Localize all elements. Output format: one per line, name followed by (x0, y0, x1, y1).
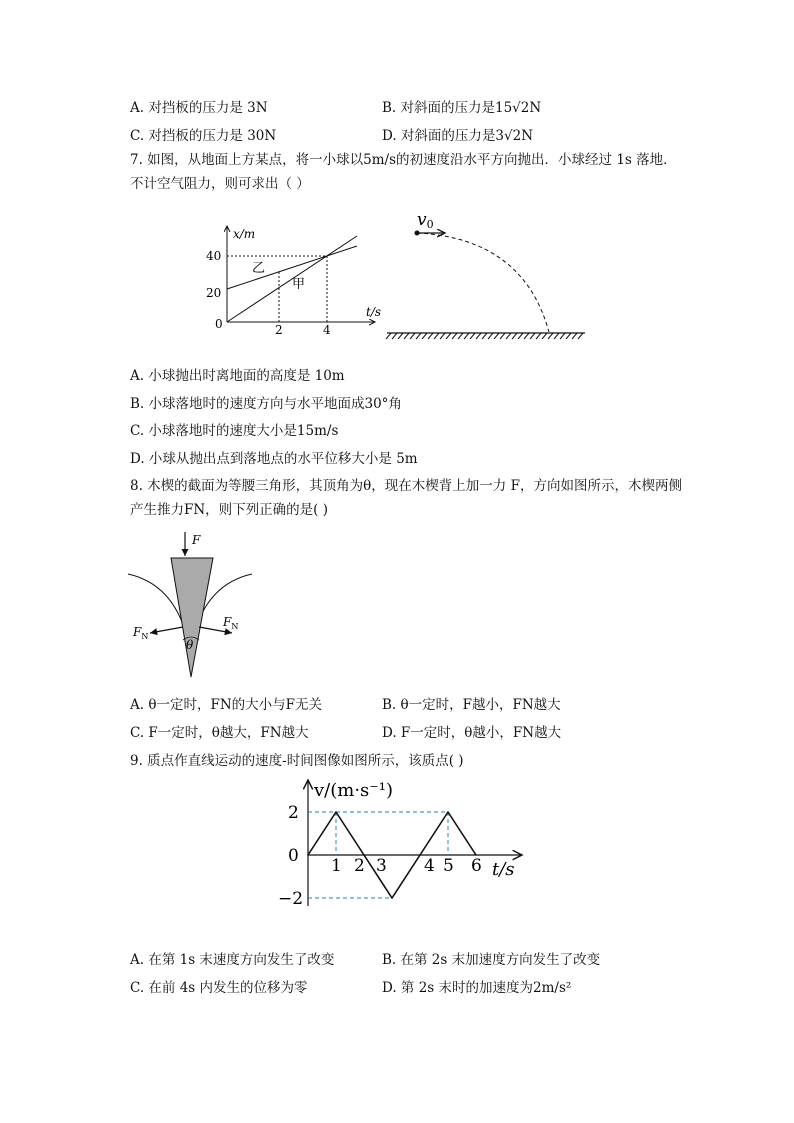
hatch-mark (392, 333, 397, 339)
hatch-mark (494, 333, 499, 339)
label-yi: 乙 (252, 261, 266, 276)
fn-left-arrow (150, 627, 183, 633)
xtick-2: 2 (275, 323, 283, 337)
q9-option-b: B. 在第 2s 末加速度方向发生了改变 (382, 952, 601, 968)
hatch-mark (440, 333, 445, 339)
q6-option-b: B. 对斜面的压力是15√2N (382, 100, 542, 116)
ylabel: x/m (233, 227, 256, 241)
q7-stem: 7. 如图，从地面上方某点，将一小球以5m/s的初速度沿水平方向抛出．小球经过 1s 落地．不计空气阻力，则可求出（ ） (130, 152, 677, 192)
q9-option-c: C. 在前 4s 内发生的位移为零 (130, 980, 308, 996)
hatch-mark (470, 333, 475, 339)
hatch-mark (536, 333, 541, 339)
q9-stem: 9. 质点作直线运动的速度-时间图像如图所示，该质点( ) (130, 753, 464, 769)
hatch-mark (398, 333, 403, 339)
xtick-label: 1 (331, 856, 342, 876)
hatch-mark (386, 333, 391, 339)
hatch-mark (530, 333, 535, 339)
xlabel: t/s (366, 305, 382, 319)
series-segment (308, 812, 336, 855)
hatch-mark (434, 333, 439, 339)
ytick-label: 2 (288, 803, 299, 823)
q8-wedge-figure (128, 530, 258, 680)
xtick-label: 2 (354, 856, 365, 876)
q7-option-a: A. 小球抛出时离地面的高度是 10m (130, 368, 345, 384)
series-segment (420, 812, 448, 855)
xtick-label: 6 (471, 856, 482, 876)
hatch-mark (422, 333, 427, 339)
hatch-mark (518, 333, 523, 339)
hatch-mark (488, 333, 493, 339)
hatch-mark (512, 333, 517, 339)
q9-vt-chart (278, 774, 538, 914)
ytick-label: 0 (288, 846, 299, 866)
xlabel: t/s (492, 859, 515, 880)
xtick-label: 5 (443, 856, 454, 876)
ytick-20: 20 (206, 286, 222, 300)
xtick-4: 4 (323, 323, 331, 337)
hatch-mark (524, 333, 529, 339)
ytick-0: 0 (215, 317, 223, 331)
hatch-mark (566, 333, 571, 339)
series-segment (448, 812, 476, 855)
hatch-mark (464, 333, 469, 339)
hatch-mark (506, 333, 511, 339)
hatch-mark (554, 333, 559, 339)
q9-option-a: A. 在第 1s 末速度方向发生了改变 (130, 952, 335, 968)
hatch-mark (482, 333, 487, 339)
q8-option-c: C. F一定时，θ越大，FN越大 (130, 725, 309, 741)
fn-left-label: $F_N$ (133, 625, 149, 641)
xtick-label: 4 (424, 856, 435, 876)
hatch-mark (446, 333, 451, 339)
q8-option-a: A. θ一定时，FN的大小与F无关 (130, 697, 323, 713)
q7-projectile-figure (383, 208, 593, 338)
hatch-mark (476, 333, 481, 339)
data-point (419, 854, 421, 856)
q8-option-b: B. θ一定时，F越小，FN越大 (382, 697, 561, 713)
hatch-mark (578, 333, 583, 339)
theta-label: θ (186, 638, 194, 652)
fn-right-label: $F_N$ (223, 615, 239, 631)
v0-label: v0 (417, 210, 434, 231)
hatch-mark (572, 333, 577, 339)
data-point (391, 897, 393, 899)
hatch-mark (416, 333, 421, 339)
q7-option-d: D. 小球从抛出点到落地点的水平位移大小是 5m (130, 451, 418, 467)
data-point (307, 854, 309, 856)
hatch-mark (542, 333, 547, 339)
trajectory (417, 233, 549, 332)
data-point (447, 811, 449, 813)
ylabel: v/(m·s⁻¹) (314, 780, 394, 801)
hatch-mark (410, 333, 415, 339)
force-f-label: F (192, 533, 201, 547)
wedge (171, 558, 213, 677)
ytick-label: −2 (278, 889, 304, 909)
hatch-mark (548, 333, 553, 339)
q8-stem: 8. 木楔的截面为等腰三角形，其顶角为θ，现在木楔背上加一力 F，方向如图所示，木楔两侧产生推力FN，则下列正确的是( ) (130, 478, 682, 518)
hatch-mark (452, 333, 457, 339)
q6-option-d: D. 对斜面的压力是3√2N (382, 128, 534, 144)
hatch-mark (560, 333, 565, 339)
q7-option-c: C. 小球落地时的速度大小是15m/s (130, 423, 339, 439)
hatch-mark (428, 333, 433, 339)
series-segment (392, 855, 420, 898)
hatch-mark (404, 333, 409, 339)
ground-hatch (386, 333, 583, 339)
q7-option-b: B. 小球落地时的速度方向与水平地面成30°角 (130, 396, 402, 412)
q8-option-d: D. F一定时，θ越小，FN越大 (382, 725, 562, 741)
data-point (335, 811, 337, 813)
q6-option-a: A. 对挡板的压力是 3N (130, 100, 268, 116)
hatch-mark (500, 333, 505, 339)
hatch-mark (458, 333, 463, 339)
series-segment (336, 812, 364, 855)
xtick-label: 3 (376, 856, 387, 876)
label-jia: 甲 (292, 277, 306, 292)
q6-option-c: C. 对挡板的压力是 30N (130, 128, 277, 144)
ytick-40: 40 (206, 249, 222, 263)
q7-xt-graph (200, 222, 380, 342)
q9-option-d: D. 第 2s 末时的加速度为2m/s² (382, 980, 572, 996)
